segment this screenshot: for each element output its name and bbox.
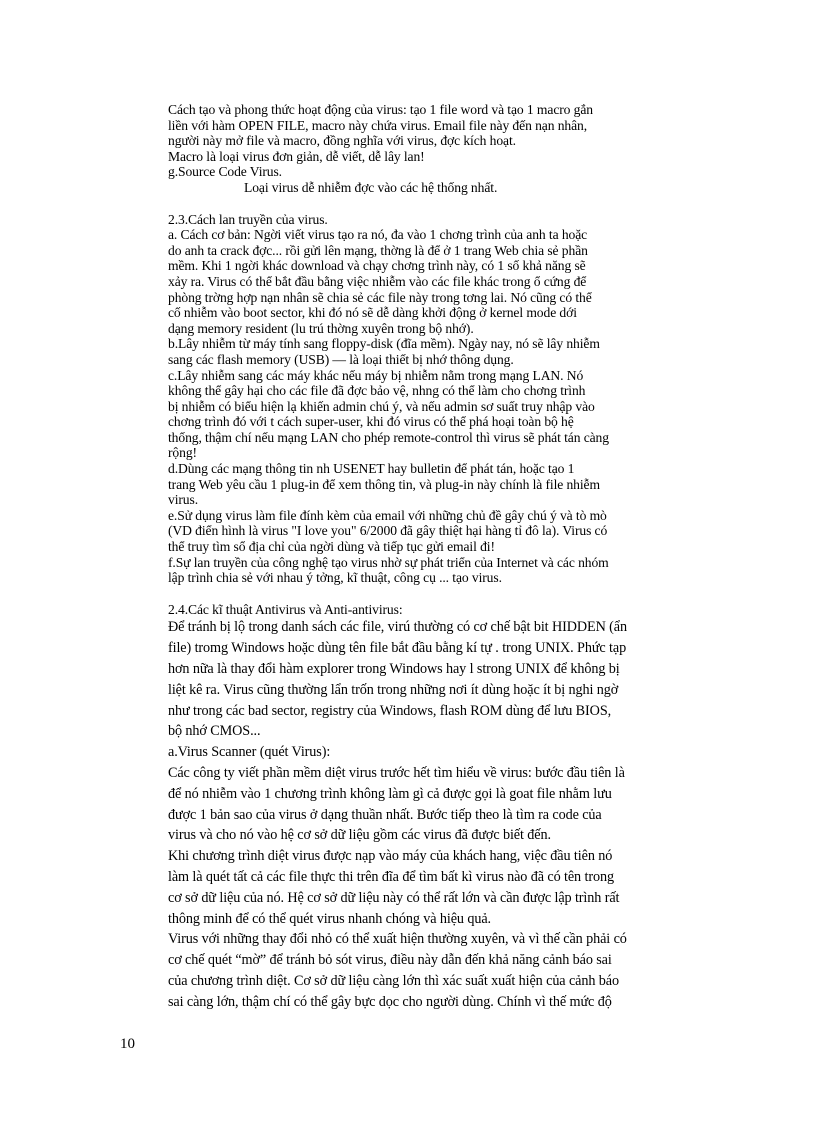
text-line: (VD điển hình là virus "I love you" 6/2000 đã gây thiệt hại hàng tỉ đô la). Virus có	[168, 523, 608, 539]
text-line: Các công ty viết phần mềm diệt virus trước hết tìm hiểu về virus: bước đầu tiên là	[168, 764, 625, 781]
text-line: f.Sự lan truyền của công nghệ tạo virus nhờ sự phát triển của Internet và các nhóm	[168, 554, 609, 570]
text-line: do anh ta crack đợc... rồi gửi lên mạng, thờng là để ở 1 trang Web chia sẻ phần	[168, 242, 588, 258]
text-line: sai càng lớn, thậm chí có thể gây bực dọc cho người dùng. Chính vì thế mức độ	[168, 993, 612, 1010]
text-line: thống, thậm chí nếu mạng LAN cho phép remote-control thì virus sẽ phát tán càng	[168, 429, 609, 445]
text-line: a. Cách cơ bản: Ngời viết virus tạo ra nó, đa vào 1 chơng trình của anh ta hoặc	[168, 227, 588, 243]
text-line: cố nhiễm vào boot sector, khi đó nó sẽ dễ dàng khởi động ở kernel mode dới	[168, 305, 577, 321]
virus-spread-section	[168, 212, 696, 586]
macro-virus-paragraph	[168, 102, 696, 196]
page-body	[168, 102, 696, 1013]
text-line: virus và cho nó vào hệ cơ sở dữ liệu gồm các virus đã được biết đến.	[168, 827, 551, 844]
text-line: bộ nhớ CMOS...	[168, 723, 261, 740]
antivirus-section	[168, 602, 696, 1013]
text-line: cơ sở dữ liệu của nó. Hệ cơ sở dữ liệu này có thể rất lớn và cần được lập trình rất	[168, 889, 620, 906]
text-line: mềm. Khi 1 ngời khác download và chạy chơng trình này, có 1 số khả năng sẽ	[168, 258, 586, 274]
text-line: bị nhiễm có biểu hiện lạ khiến admin chú ý, và nếu admin sơ suất truy nhập vào	[168, 398, 595, 414]
text-line: dạng memory resident (lu trú thờng xuyên trong bộ nhớ).	[168, 320, 474, 336]
text-line: lập trình chia sẻ với nhau ý tởng, kĩ thuật, công cụ ... tạo virus.	[168, 570, 502, 586]
text-line: người này mở file và macro, đồng nghĩa với virus, đợc kích hoạt.	[168, 133, 516, 149]
text-line: thể truy tìm sổ địa chỉ của ngời dùng và tiếp tục gửi email đi!	[168, 539, 495, 555]
text-line: cơ chế quét “mờ” để tránh bỏ sót virus, điều này dẫn đến khả năng cảnh báo sai	[168, 952, 612, 969]
text-line: d.Dùng các mạng thông tin nh USENET hay bulletin để phát tán, hoặc tạo 1	[168, 461, 575, 477]
text-line: Cách tạo và phong thức hoạt động của virus: tạo 1 file word và tạo 1 macro gắn	[168, 102, 594, 117]
source-code-virus-heading: g.Source Code Virus.	[168, 164, 282, 180]
text-line: Loại virus dễ nhiễm đợc vào các hệ thống nhất.	[244, 179, 498, 195]
text-line: Khi chương trình diệt virus được nạp vào máy của khách hang, việc đầu tiên nó	[168, 848, 613, 865]
text-line: Virus với những thay đổi nhỏ có thể xuất hiện thường xuyên, và vì thế cần phải có	[168, 931, 627, 948]
text-line: b.Lây nhiễm từ máy tính sang floppy-disk (đĩa mềm). Ngày nay, nó sẽ lây nhiễm	[168, 336, 600, 352]
section-heading: 2.3.Cách lan truyền của virus.	[168, 211, 328, 227]
text-line: c.Lây nhiễm sang các máy khác nếu máy bị nhiễm nằm trong mạng LAN. Nó	[168, 367, 584, 383]
text-line: chơng trình đó với t cách super-user, khi đó virus có thể phá hoại toàn bộ hệ	[168, 414, 574, 430]
text-line: e.Sử dụng virus làm file đính kèm của email với những chủ đề gây chú ý và tò mò	[168, 507, 607, 523]
text-line: rộng!	[168, 445, 197, 461]
text-line: để nó nhiễm vào 1 chương trình không làm gì cả được gọi là goat file nhằm lưu	[168, 785, 612, 802]
text-line: file) tromg Windows hoặc dùng tên file bắt đầu bằng kí tự . trong UNIX. Phức tạp	[168, 640, 627, 657]
section-heading: 2.4.Các kĩ thuật Antivirus và Anti-antivirus:	[168, 601, 403, 617]
text-line: không thể gây hại cho các file đã đợc bảo vệ, nhng có thể làm cho chơng trình	[168, 383, 586, 399]
text-line: được 1 bản sao của virus ở dạng thuần nhất. Bước tiếp theo là tìm ra code của	[168, 806, 602, 823]
text-line: sang các flash memory (USB) — là loại thiết bị nhớ thông dụng.	[168, 351, 514, 367]
text-line: của chương trình diệt. Cơ sở dữ liệu càng lớn thì xác suất xuất hiện của cảnh báo	[168, 972, 619, 989]
subsection-heading: a.Virus Scanner (quét Virus):	[168, 744, 331, 761]
text-line: làm là quét tất cả các file thực thi trên đĩa để tìm bất kì virus nào đã có tên trong	[168, 868, 614, 885]
text-line: như trong các bad sector, registry của Windows, flash ROM dùng để lưu BIOS,	[168, 702, 612, 719]
page-number: 10	[120, 1036, 135, 1052]
text-line: thông minh để có thể quét virus nhanh chóng và hiệu quả.	[168, 910, 492, 927]
text-line: liền với hàm OPEN FILE, macro này chứa virus. Email file này đến nạn nhân,	[168, 117, 588, 133]
text-line: trang Web yêu cầu 1 plug-in để xem thông tin, và plug-in này chính là file nhiễm	[168, 476, 600, 492]
text-line: phòng trờng hợp nạn nhân sẽ chia sẻ các file này trong tơng lai. Nó cũng có thể	[168, 289, 592, 305]
text-line: hơn nữa là thay đổi hàm explorer trong Windows hay l strong UNIX để không bị	[168, 661, 620, 677]
text-line: Macro là loại virus đơn giản, dễ viết, dễ lây lan!	[168, 148, 425, 164]
text-line: Để tránh bị lộ trong danh sách các file, virú thường có cơ chế bật bit HIDDEN (ẩn	[168, 619, 627, 636]
text-line: virus.	[168, 492, 198, 508]
text-line: xảy ra. Virus có thể bắt đầu bằng việc nhiễm vào các file khác trong ổ cứng để	[168, 273, 587, 289]
text-line: liệt kê ra. Virus cũng thường lẩn trốn trong những nơi ít dùng hoặc ít bị nghi ngờ	[168, 681, 619, 698]
